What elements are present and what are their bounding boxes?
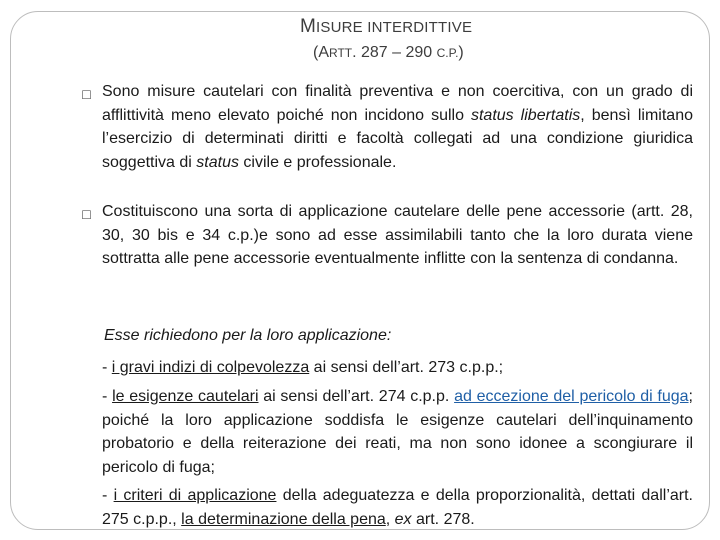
requirement1-underlined: i gravi indizi di colpevolezza <box>111 359 310 376</box>
requirement2-link[interactable]: ad eccezione del pericolo di fuga <box>454 388 689 405</box>
bullet-box-icon: □ <box>82 206 91 222</box>
requirement3-rest: art. 278. <box>411 510 475 528</box>
requirement-item-2 <box>102 385 693 479</box>
requirement3-underlined2: la determinazione della pena <box>181 510 386 528</box>
bullet1-italic-a: status libertatis <box>470 106 581 124</box>
bullet1-text-c: civile e professionale. <box>238 153 397 171</box>
subtitle-open: (A <box>313 44 329 61</box>
slide-subtitle <box>313 44 573 62</box>
requirement1-rest: ai sensi dell’art. 273 c.p.p.; <box>309 359 504 376</box>
requirement-item-1 <box>102 356 693 380</box>
dash: - <box>102 388 113 405</box>
requirement-item-3 <box>102 484 693 531</box>
bullet-paragraph-1 <box>102 80 693 174</box>
bullet1-italic-b: status <box>196 153 239 171</box>
requirement3-italic: ex <box>394 510 412 528</box>
requirement3-mid: della adeguatezza e della proporzionalità, dettati dall’art. 275 c.p.p., <box>102 487 693 528</box>
requirement3-comma: , <box>385 510 395 528</box>
dash: - <box>102 359 112 376</box>
bullet-box-icon: □ <box>82 86 91 102</box>
requirement2-rest: ; poiché la loro applicazione soddisfa le esigenze cautelari dell’inquinamento probatorio e della reiterazione dei reati, ma non sono idonee a scongiurare il pericolo di fuga; <box>102 388 693 476</box>
title-initial: M <box>300 16 317 37</box>
subtitle-numbers: . 287 – 290 <box>352 44 437 61</box>
requirement2-underlined: le esigenze cautelari <box>112 388 259 405</box>
title-rest: ISURE INTERDITTIVE <box>316 19 473 36</box>
subtitle-close: ) <box>458 44 464 61</box>
bullet-paragraph-2: Costituiscono una sorta di applicazione cautelare delle pene accessorie (artt. 28, 30, 30 bis e 34 c.p.)e sono ad esse assimilabili tanto che la loro durata viene sottratta alle pene accessorie eventualmente inflitte con la sentenza di condanna. <box>102 203 693 268</box>
bullet1-text-b: , bensì limitano l’esercizio di determinati diritti e facoltà collegati ad una condizione giuridica soggettiva di <box>102 106 693 171</box>
subtitle-rtt: RTT <box>329 46 353 60</box>
dash: - <box>102 487 114 504</box>
requirements-heading: Esse richiedono per la loro applicazione: <box>104 327 392 344</box>
requirement3-underlined: i criteri di applicazione <box>113 487 277 504</box>
requirement2-mid: ai sensi dell’art. 274 c.p.p. <box>258 388 455 405</box>
subtitle-cp: C.P. <box>436 46 459 60</box>
bullet1-text-a: Sono misure cautelari con finalità preventiva e non coercitiva, con un grado di afflittività meno elevato poiché non incidono sullo <box>102 83 693 124</box>
slide-title <box>300 16 600 38</box>
